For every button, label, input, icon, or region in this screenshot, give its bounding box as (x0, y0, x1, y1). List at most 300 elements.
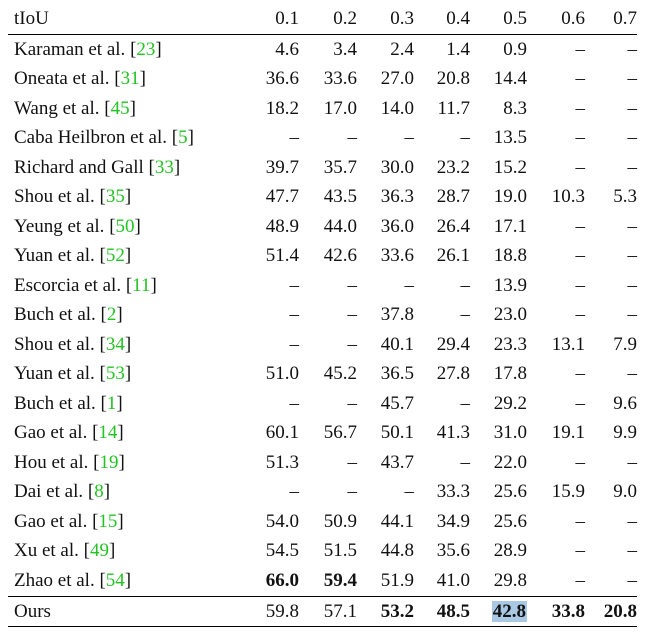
value-text: – (627, 68, 637, 90)
value-text: 50.9 (323, 510, 357, 532)
value-text: – (627, 215, 637, 237)
value-cell (299, 124, 357, 154)
value-cell (585, 360, 637, 390)
value-cell (357, 124, 414, 154)
value-cell (527, 153, 585, 183)
value-text: 41.0 (436, 570, 470, 591)
value-cell (414, 448, 470, 478)
value-text: 4.6 (275, 38, 299, 60)
value-text: 44.0 (323, 215, 357, 237)
value-cell (357, 35, 414, 65)
value-text: – (575, 215, 585, 237)
value-text: 28.9 (493, 540, 527, 562)
value-cell (299, 94, 357, 124)
value-cell (357, 183, 414, 213)
value-text: – (404, 274, 414, 296)
value-cell (236, 419, 299, 449)
value-cell (357, 65, 414, 95)
table-row (8, 478, 637, 508)
table-row (8, 330, 637, 360)
value-cell (357, 360, 414, 390)
value-text: 54.5 (265, 540, 299, 562)
citation-link[interactable]: 34 (105, 333, 125, 355)
value-cell (470, 212, 527, 242)
value-text: 60.1 (265, 422, 299, 444)
value-cell (414, 301, 470, 331)
value-text: 45.2 (323, 363, 357, 385)
table-row (8, 35, 637, 65)
value-text: 33.6 (380, 245, 414, 267)
value-text: 27.0 (380, 68, 414, 90)
value-text: – (460, 451, 470, 473)
value-cell (357, 212, 414, 242)
method-name: Caba Heilbron et al. (14, 127, 168, 149)
value-cell (470, 597, 527, 627)
value-text: 36.5 (380, 363, 414, 385)
value-text: – (347, 333, 357, 355)
method-cell (8, 597, 236, 627)
value-text: – (289, 304, 299, 326)
value-text: – (575, 245, 585, 267)
value-cell (470, 183, 527, 213)
citation-link[interactable]: 14 (98, 422, 118, 444)
value-text: – (627, 451, 637, 473)
value-cell (585, 301, 637, 331)
value-text: 31.0 (493, 422, 527, 444)
citation-link[interactable]: 5 (178, 127, 188, 149)
value-text: 37.8 (380, 304, 414, 326)
value-text: 42.8 (492, 600, 526, 622)
method-name: Gao et al. (14, 510, 88, 532)
value-cell (527, 301, 585, 331)
value-text: 29.8 (493, 570, 527, 591)
method-name: Shou et al. (14, 333, 95, 355)
citation-link[interactable]: 52 (105, 245, 125, 267)
citation-link[interactable]: 11 (132, 274, 151, 296)
value-cell (236, 478, 299, 508)
value-text: 23.2 (436, 156, 470, 178)
value-cell (470, 271, 527, 301)
value-text: – (460, 274, 470, 296)
citation-link[interactable]: 15 (98, 510, 118, 532)
value-text: – (627, 363, 637, 385)
table-row (8, 507, 637, 537)
method-cell: Wang et al. [45] (14, 97, 136, 119)
value-cell (357, 597, 414, 627)
citation-link[interactable]: 23 (136, 38, 156, 60)
value-text: – (347, 481, 357, 503)
method-name: Shou et al. (14, 186, 95, 208)
method-cell: Yeung et al. [50] (14, 215, 141, 237)
value-cell (236, 566, 299, 597)
value-cell (299, 330, 357, 360)
citation-link[interactable]: 53 (105, 363, 125, 385)
value-text: 48.9 (265, 215, 299, 237)
method-cell: Buch et al. [1] (14, 392, 123, 414)
value-text: 29.4 (436, 333, 470, 355)
value-cell (527, 94, 585, 124)
method-name: Zhao et al. (14, 570, 95, 591)
value-cell (299, 419, 357, 449)
value-text: – (575, 127, 585, 149)
value-cell (299, 537, 357, 567)
value-text: 11.7 (437, 97, 470, 119)
method-cell: Shou et al. [34] (14, 333, 132, 355)
value-cell (470, 360, 527, 390)
value-cell (357, 566, 414, 597)
value-text: 35.6 (436, 540, 470, 562)
value-text: 51.4 (265, 245, 299, 267)
citation-link[interactable]: 1 (106, 392, 117, 414)
value-cell (299, 597, 357, 627)
value-cell (527, 242, 585, 272)
value-cell (414, 537, 470, 567)
value-cell (414, 124, 470, 154)
value-cell (357, 419, 414, 449)
value-text: – (575, 156, 585, 178)
method-name: Yeung et al. (14, 215, 105, 237)
citation-link[interactable]: 2 (106, 304, 117, 326)
value-text: – (347, 451, 357, 473)
value-cell (414, 566, 470, 597)
value-cell (585, 271, 637, 301)
value-text: – (347, 392, 357, 414)
value-text: – (627, 540, 637, 562)
value-cell (470, 478, 527, 508)
value-cell (236, 389, 299, 419)
value-text: 54.0 (265, 510, 299, 532)
value-cell (414, 242, 470, 272)
value-cell (585, 242, 637, 272)
method-cell: Gao et al. [14] (14, 422, 124, 444)
value-text: 13.5 (493, 127, 527, 149)
value-text: 47.7 (265, 186, 299, 208)
value-cell (357, 537, 414, 567)
method-cell: Escorcia et al. [11] (14, 274, 157, 296)
value-cell (357, 301, 414, 331)
method-cell: Yuan et al. [52] (14, 245, 132, 267)
table-body (8, 4, 637, 627)
value-cell (585, 566, 637, 597)
header-col-3: 0.3 (357, 4, 414, 35)
value-text: 51.3 (265, 451, 299, 473)
value-text: – (575, 392, 585, 414)
value-text: 9.0 (613, 481, 637, 503)
value-text: 18.8 (493, 245, 527, 267)
citation-link[interactable]: 19 (99, 451, 119, 473)
value-cell (470, 94, 527, 124)
value-cell (470, 301, 527, 331)
value-cell (414, 389, 470, 419)
method-cell: Oneata et al. [31] (14, 68, 146, 90)
header-col-6: 0.6 (527, 4, 585, 35)
value-cell (527, 566, 585, 597)
value-text: 66.0 (265, 570, 299, 591)
table-row (8, 65, 637, 95)
value-cell (527, 35, 585, 65)
value-text: 23.3 (493, 333, 527, 355)
table-row (8, 389, 637, 419)
value-text: – (627, 304, 637, 326)
value-cell (414, 153, 470, 183)
table-row (8, 301, 637, 331)
table-row (8, 419, 637, 449)
value-cell (236, 65, 299, 95)
value-text: 45.7 (380, 392, 414, 414)
citation-link[interactable]: 54 (105, 570, 125, 591)
value-cell (299, 212, 357, 242)
method-cell: Shou et al. [35] (14, 186, 132, 208)
citation-link[interactable]: 31 (120, 68, 140, 90)
citation-link[interactable]: 50 (115, 215, 135, 237)
value-cell (299, 478, 357, 508)
value-text: 56.7 (323, 422, 357, 444)
value-text: 2.4 (390, 38, 414, 60)
value-text: – (404, 481, 414, 503)
value-cell (299, 153, 357, 183)
value-cell (236, 597, 299, 627)
value-cell (236, 124, 299, 154)
method-name: Richard and Gall (14, 156, 144, 178)
value-text: 29.2 (493, 392, 527, 414)
value-text: 5.3 (613, 186, 637, 208)
method-cell: Yuan et al. [53] (14, 363, 132, 385)
table-header-row (8, 4, 637, 35)
value-text: 27.8 (436, 363, 470, 385)
table-row (8, 94, 637, 124)
value-cell (527, 537, 585, 567)
value-cell (299, 566, 357, 597)
method-name: Yuan et al. (14, 363, 95, 385)
table-row (8, 183, 637, 213)
header-col-4: 0.4 (414, 4, 470, 35)
method-name: Dai et al. (14, 481, 84, 503)
method-name: Gao et al. (14, 422, 88, 444)
value-cell (414, 419, 470, 449)
value-cell (299, 271, 357, 301)
value-cell (299, 242, 357, 272)
citation-link[interactable]: 33 (154, 156, 174, 178)
method-name: Yuan et al. (14, 245, 95, 267)
value-cell (236, 183, 299, 213)
value-cell (299, 448, 357, 478)
value-text: – (627, 38, 637, 60)
table-row (8, 124, 637, 154)
value-cell (236, 271, 299, 301)
value-text: 44.1 (380, 510, 414, 532)
value-text: – (575, 68, 585, 90)
value-cell (470, 389, 527, 419)
value-text: – (575, 38, 585, 60)
value-text: 23.0 (493, 304, 527, 326)
value-cell (527, 389, 585, 419)
value-text: – (575, 510, 585, 532)
value-text: 9.9 (613, 422, 637, 444)
value-cell (236, 301, 299, 331)
method-name: Buch et al. (14, 392, 96, 414)
value-text: 41.3 (436, 422, 470, 444)
value-text: 51.5 (323, 540, 357, 562)
value-text: – (575, 97, 585, 119)
value-text: 33.8 (551, 600, 585, 622)
table-row (8, 537, 637, 567)
value-text: – (289, 333, 299, 355)
value-text: 50.1 (380, 422, 414, 444)
value-text: 8.3 (503, 97, 527, 119)
value-cell (527, 212, 585, 242)
value-text: 43.5 (323, 186, 357, 208)
value-text: 57.1 (323, 600, 357, 622)
value-cell (470, 35, 527, 65)
header-col-5: 0.5 (470, 4, 527, 35)
tiou-results-table (8, 4, 637, 627)
value-text: 13.1 (551, 333, 585, 355)
value-cell (527, 597, 585, 627)
value-text: – (575, 304, 585, 326)
citation-link[interactable]: 8 (94, 481, 104, 503)
value-cell (470, 537, 527, 567)
value-cell (357, 448, 414, 478)
method-cell: Gao et al. [15] (14, 510, 124, 532)
value-text: 14.4 (493, 68, 527, 90)
value-cell (585, 153, 637, 183)
header-col-2: 0.2 (299, 4, 357, 35)
table-row (8, 271, 637, 301)
method-name: Oneata et al. (14, 68, 110, 90)
value-cell (527, 330, 585, 360)
method-name: Xu et al. (14, 540, 79, 562)
value-text: 59.8 (265, 600, 299, 622)
method-cell: Karaman et al. [23] (14, 38, 162, 60)
value-text: 35.7 (323, 156, 357, 178)
method-name: Karaman et al. (14, 38, 126, 60)
value-text: 18.2 (265, 97, 299, 119)
value-text: – (627, 97, 637, 119)
value-cell (357, 330, 414, 360)
header-col-7: 0.7 (585, 4, 637, 35)
value-cell (470, 507, 527, 537)
value-text: 39.7 (265, 156, 299, 178)
value-cell (357, 153, 414, 183)
value-text: – (627, 127, 637, 149)
table-row (8, 212, 637, 242)
value-cell (527, 507, 585, 537)
value-text: 51.0 (265, 363, 299, 385)
value-cell (470, 419, 527, 449)
value-text: 36.3 (380, 186, 414, 208)
value-cell (585, 94, 637, 124)
value-text: 0.9 (503, 38, 527, 60)
value-text: – (347, 127, 357, 149)
value-text: – (627, 156, 637, 178)
value-text: 17.1 (493, 215, 527, 237)
value-text: 53.2 (380, 600, 414, 622)
value-cell (236, 35, 299, 65)
method-cell: Dai et al. [8] (14, 481, 111, 503)
value-text: – (627, 274, 637, 296)
value-text: 15.9 (551, 481, 585, 503)
value-cell (527, 360, 585, 390)
method-cell: Buch et al. [2] (14, 304, 123, 326)
value-cell (585, 537, 637, 567)
table-row (8, 448, 637, 478)
value-cell (414, 597, 470, 627)
value-cell (527, 271, 585, 301)
value-text: 44.8 (380, 540, 414, 562)
value-cell (236, 242, 299, 272)
value-cell (299, 183, 357, 213)
value-cell (527, 478, 585, 508)
value-text: – (575, 540, 585, 562)
value-text: 51.9 (380, 570, 414, 591)
method-name: Wang et al. (14, 97, 100, 119)
value-text: 3.4 (333, 38, 357, 60)
table-row (8, 360, 637, 390)
table-row (8, 153, 637, 183)
value-text: 59.4 (323, 570, 357, 591)
value-cell (470, 448, 527, 478)
value-text: 42.6 (323, 245, 357, 267)
value-cell (470, 153, 527, 183)
method-cell: Zhao et al. [54] (14, 570, 132, 591)
value-cell (299, 35, 357, 65)
value-cell (236, 153, 299, 183)
value-text: 9.6 (613, 392, 637, 414)
method-cell: Hou et al. [19] (14, 451, 125, 473)
value-text: – (460, 304, 470, 326)
value-cell (414, 330, 470, 360)
value-cell (470, 65, 527, 95)
citation-link[interactable]: 35 (105, 186, 125, 208)
method-name: Hou et al. (14, 451, 89, 473)
citation-link[interactable]: 49 (89, 540, 109, 562)
value-cell (236, 507, 299, 537)
value-cell (585, 65, 637, 95)
value-cell (470, 566, 527, 597)
value-text: 17.8 (493, 363, 527, 385)
value-text: 22.0 (493, 451, 527, 473)
value-text: 10.3 (551, 186, 585, 208)
ours-row (8, 597, 637, 627)
value-text: – (627, 510, 637, 532)
value-cell (527, 448, 585, 478)
value-cell (585, 507, 637, 537)
value-text: 1.4 (446, 38, 470, 60)
method-name: Ours (14, 600, 51, 622)
value-text: 34.9 (436, 510, 470, 532)
value-cell (585, 212, 637, 242)
value-cell (414, 212, 470, 242)
value-text: – (460, 127, 470, 149)
value-text: 33.3 (436, 481, 470, 503)
value-cell (357, 507, 414, 537)
value-text: 30.0 (380, 156, 414, 178)
citation-link[interactable]: 45 (110, 97, 130, 119)
value-text: 20.8 (603, 600, 637, 622)
value-text: – (575, 451, 585, 473)
value-cell (414, 183, 470, 213)
method-name: Escorcia et al. (14, 274, 122, 296)
value-text: – (460, 392, 470, 414)
method-cell: Caba Heilbron et al. [5] (14, 127, 194, 149)
value-cell (414, 478, 470, 508)
value-text: 26.1 (436, 245, 470, 267)
value-text: 26.4 (436, 215, 470, 237)
value-cell (236, 94, 299, 124)
value-cell (585, 478, 637, 508)
value-cell (236, 330, 299, 360)
value-cell (585, 597, 637, 627)
